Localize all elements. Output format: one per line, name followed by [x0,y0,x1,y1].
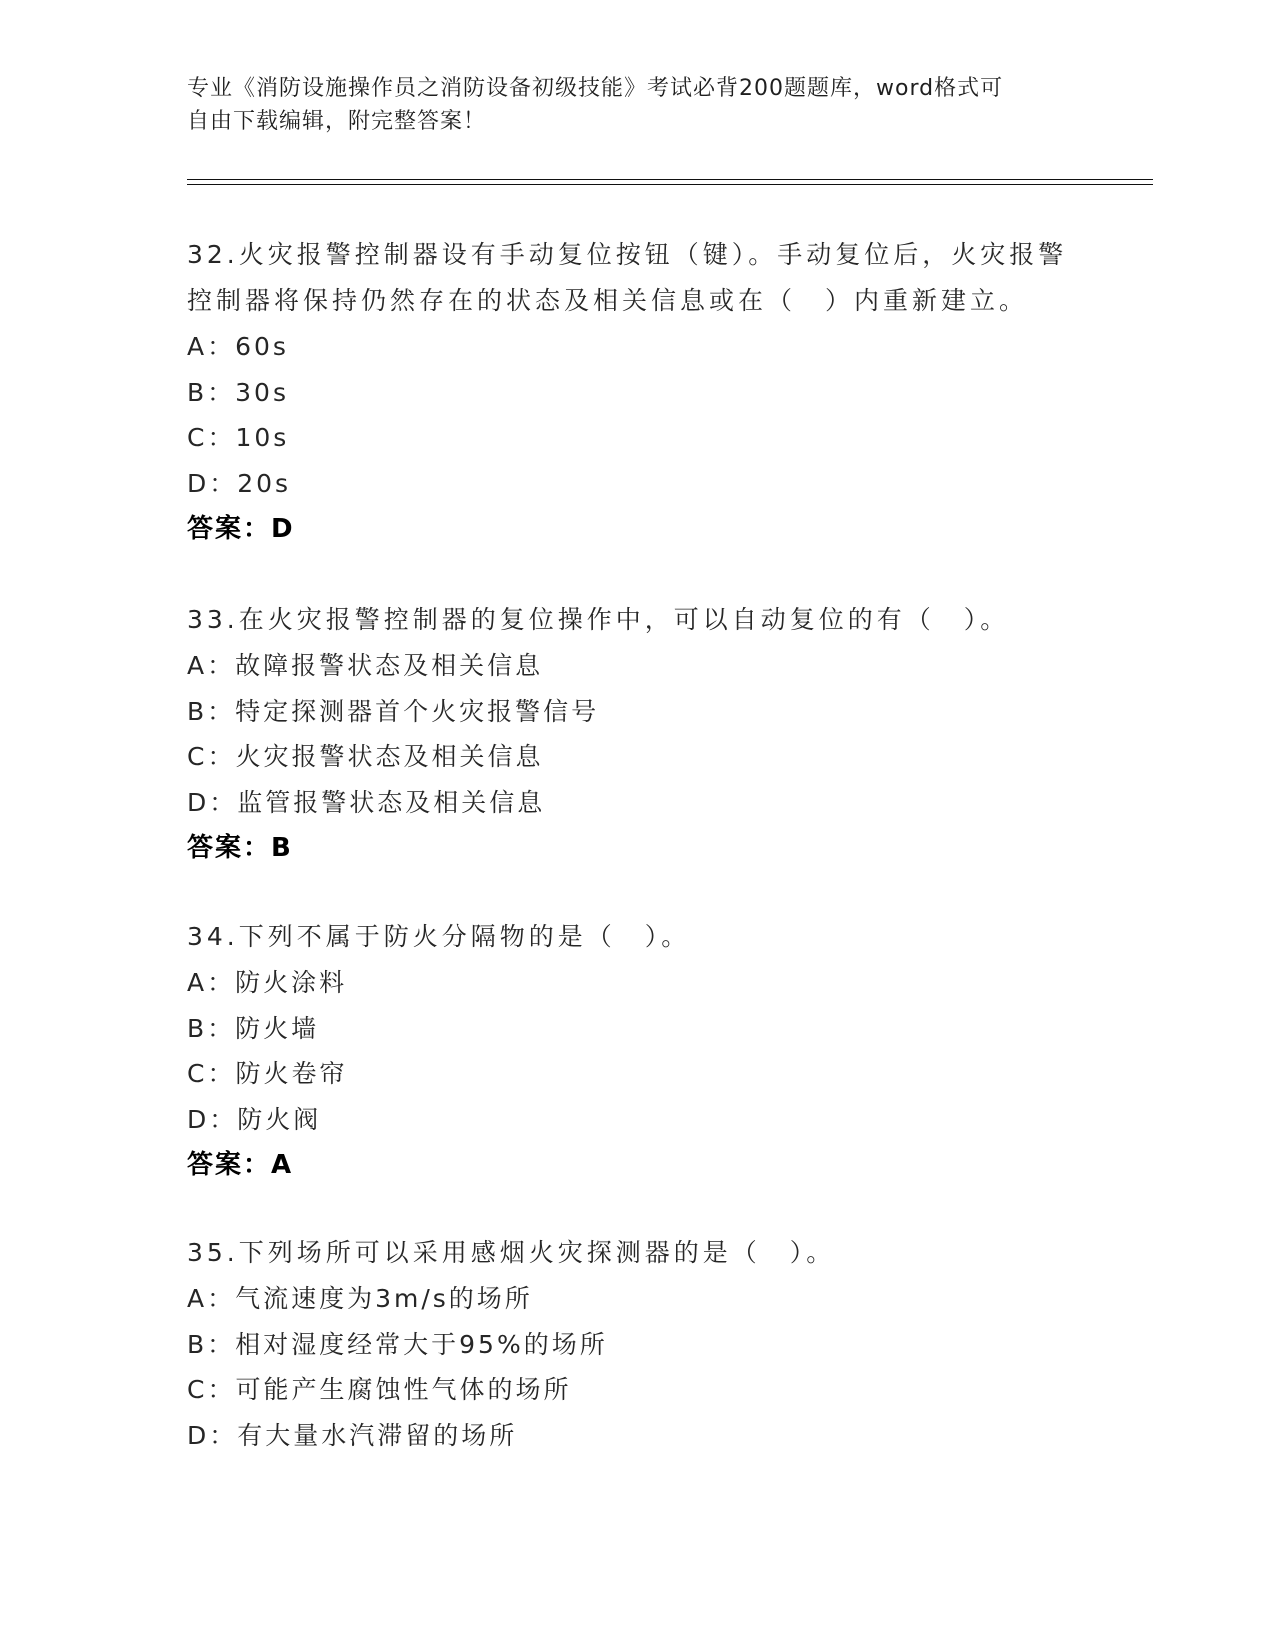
document-header [187,72,1067,138]
answer: 答案：A [187,1150,294,1180]
option-a: A：防火涂料 [187,968,348,997]
option-d: D：有大量水汽滞留的场所 [187,1420,518,1450]
option-b: B：防火墙 [187,1013,320,1043]
option-d: D：防火阀 [187,1104,322,1134]
header-divider-bottom [187,184,1153,185]
option-c: C：可能产生腐蚀性气体的场所 [187,1375,572,1404]
question-34 [187,914,1087,1188]
question-text: 35.下列场所可以采用感烟火灾探测器的是（ ）。 [187,1238,836,1267]
option-b: B：30s [187,377,289,407]
question-text: 33.在火灾报警控制器的复位操作中，可以自动复位的有（ ）。 [187,605,1010,634]
header-line-1: 专业《消防设施操作员之消防设备初级技能》考试必背200题题库，word格式可 [187,76,1004,101]
option-b: B：相对湿度经常大于95%的场所 [187,1329,608,1359]
option-c: C：火灾报警状态及相关信息 [187,742,544,771]
option-c: C：10s [187,423,290,452]
question-35 [187,1230,1087,1458]
header-divider-top [187,179,1153,180]
option-d: D：20s [187,468,292,498]
answer: 答案：D [187,514,295,544]
question-text: 控制器将保持仍然存在的状态及相关信息或在（ ）内重新建立。 [187,286,1029,315]
option-a: A：60s [187,332,289,361]
option-a: A：故障报警状态及相关信息 [187,651,544,680]
question-33 [187,597,1087,871]
option-d: D：监管报警状态及相关信息 [187,787,546,817]
question-text: 32.火灾报警控制器设有手动复位按钮（键）。手动复位后，火灾报警 [187,240,1068,269]
answer: 答案：B [187,833,293,863]
question-text: 34.下列不属于防火分隔物的是（ ）。 [187,922,691,951]
question-32 [187,232,1087,552]
option-b: B：特定探测器首个火灾报警信号 [187,696,600,726]
option-c: C：防火卷帘 [187,1059,348,1088]
option-a: A：气流速度为3m/s的场所 [187,1284,533,1313]
header-line-2: 自由下载编辑，附完整答案！ [187,109,487,134]
